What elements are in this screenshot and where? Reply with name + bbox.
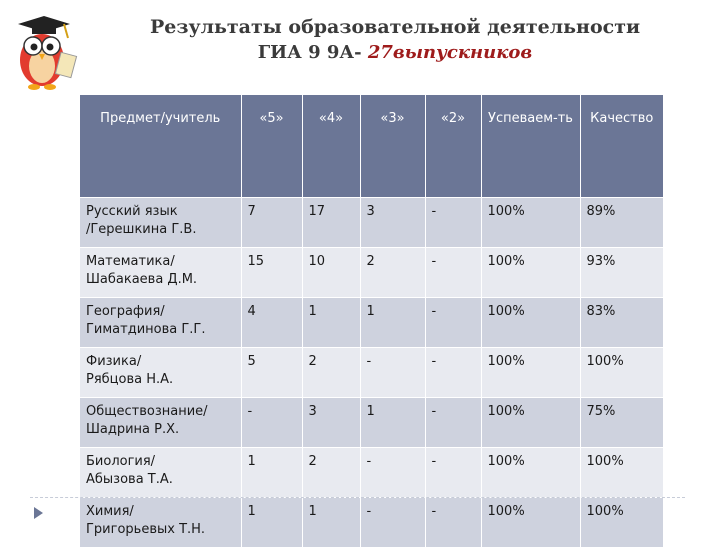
grade-2-cell: -	[425, 448, 481, 498]
quality-cell: 89%	[580, 198, 663, 248]
grade-3-cell: 1	[360, 298, 425, 348]
subject-name: География/	[86, 304, 165, 319]
owl-graduate-icon	[4, 14, 80, 92]
grade-4-cell: 2	[302, 448, 360, 498]
subject-name: Физика/	[86, 354, 141, 369]
subtitle-prefix: ГИА 9 9А-	[258, 42, 368, 63]
table-header-row	[80, 95, 663, 198]
grade-3-cell: 1	[360, 398, 425, 448]
header-grade-3: «3»	[360, 95, 425, 198]
progress-cell: 100%	[481, 448, 580, 498]
teacher-name: Абызова Т.А.	[86, 472, 173, 487]
page-title: Результаты образовательной деятельности	[100, 16, 690, 38]
teacher-name: Григорьевых Т.Н.	[86, 522, 205, 537]
subject-name: Математика/	[86, 254, 175, 269]
table-row	[80, 248, 663, 298]
table-row	[80, 198, 663, 248]
table-row	[80, 448, 663, 498]
subject-cell	[80, 448, 241, 498]
grade-5-cell: 1	[241, 448, 302, 498]
subject-name: Химия/	[86, 504, 134, 519]
header-grade-4: «4»	[302, 95, 360, 198]
grade-3-cell: 2	[360, 248, 425, 298]
quality-cell: 100%	[580, 448, 663, 498]
grade-5-cell: 7	[241, 198, 302, 248]
subject-cell	[80, 348, 241, 398]
table-row	[80, 398, 663, 448]
grade-5-cell: 4	[241, 298, 302, 348]
header-progress: Успеваем-ть	[481, 95, 580, 198]
grade-4-cell: 2	[302, 348, 360, 398]
graduates-count: 27выпускников	[368, 42, 532, 63]
subject-cell	[80, 298, 241, 348]
grade-2-cell: -	[425, 298, 481, 348]
progress-cell: 100%	[481, 498, 580, 547]
header-subject: Предмет/учитель	[80, 95, 241, 198]
progress-cell: 100%	[481, 248, 580, 298]
grade-2-cell: -	[425, 198, 481, 248]
grade-2-cell: -	[425, 348, 481, 398]
header-quality: Качество	[580, 95, 663, 198]
grade-2-cell: -	[425, 398, 481, 448]
grade-5-cell: -	[241, 398, 302, 448]
grade-5-cell: 15	[241, 248, 302, 298]
play-arrow-icon	[34, 507, 43, 519]
grade-4-cell: 1	[302, 298, 360, 348]
teacher-name: Шабакаева Д.М.	[86, 272, 197, 287]
subject-name: Биология/	[86, 454, 155, 469]
progress-cell: 100%	[481, 348, 580, 398]
grade-3-cell: 3	[360, 198, 425, 248]
footer-divider	[30, 497, 685, 498]
grade-5-cell: 5	[241, 348, 302, 398]
progress-cell: 100%	[481, 398, 580, 448]
teacher-name: Гиматдинова Г.Г.	[86, 322, 206, 337]
subject-cell	[80, 198, 241, 248]
header-grade-2: «2»	[425, 95, 481, 198]
grade-4-cell: 17	[302, 198, 360, 248]
subject-name: Обществознание/	[86, 404, 208, 419]
subject-name: Русский язык	[86, 204, 178, 219]
teacher-name: Рябцова Н.А.	[86, 372, 173, 387]
table-row	[80, 348, 663, 398]
table-row	[80, 298, 663, 348]
header-grade-5: «5»	[241, 95, 302, 198]
quality-cell: 75%	[580, 398, 663, 448]
grade-2-cell: -	[425, 498, 481, 547]
grade-3-cell: -	[360, 498, 425, 547]
grade-3-cell: -	[360, 348, 425, 398]
teacher-name: Шадрина Р.Х.	[86, 422, 179, 437]
quality-cell: 83%	[580, 298, 663, 348]
grade-2-cell: -	[425, 248, 481, 298]
progress-cell: 100%	[481, 298, 580, 348]
grade-5-cell: 1	[241, 498, 302, 547]
results-table	[80, 95, 663, 547]
quality-cell: 100%	[580, 498, 663, 547]
teacher-name: /Герешкина Г.В.	[86, 222, 196, 237]
grade-4-cell: 10	[302, 248, 360, 298]
progress-cell: 100%	[481, 198, 580, 248]
grade-4-cell: 3	[302, 398, 360, 448]
grade-3-cell: -	[360, 448, 425, 498]
subject-cell	[80, 398, 241, 448]
quality-cell: 93%	[580, 248, 663, 298]
subject-cell	[80, 248, 241, 298]
quality-cell: 100%	[580, 348, 663, 398]
page-subtitle	[100, 42, 690, 63]
grade-4-cell: 1	[302, 498, 360, 547]
